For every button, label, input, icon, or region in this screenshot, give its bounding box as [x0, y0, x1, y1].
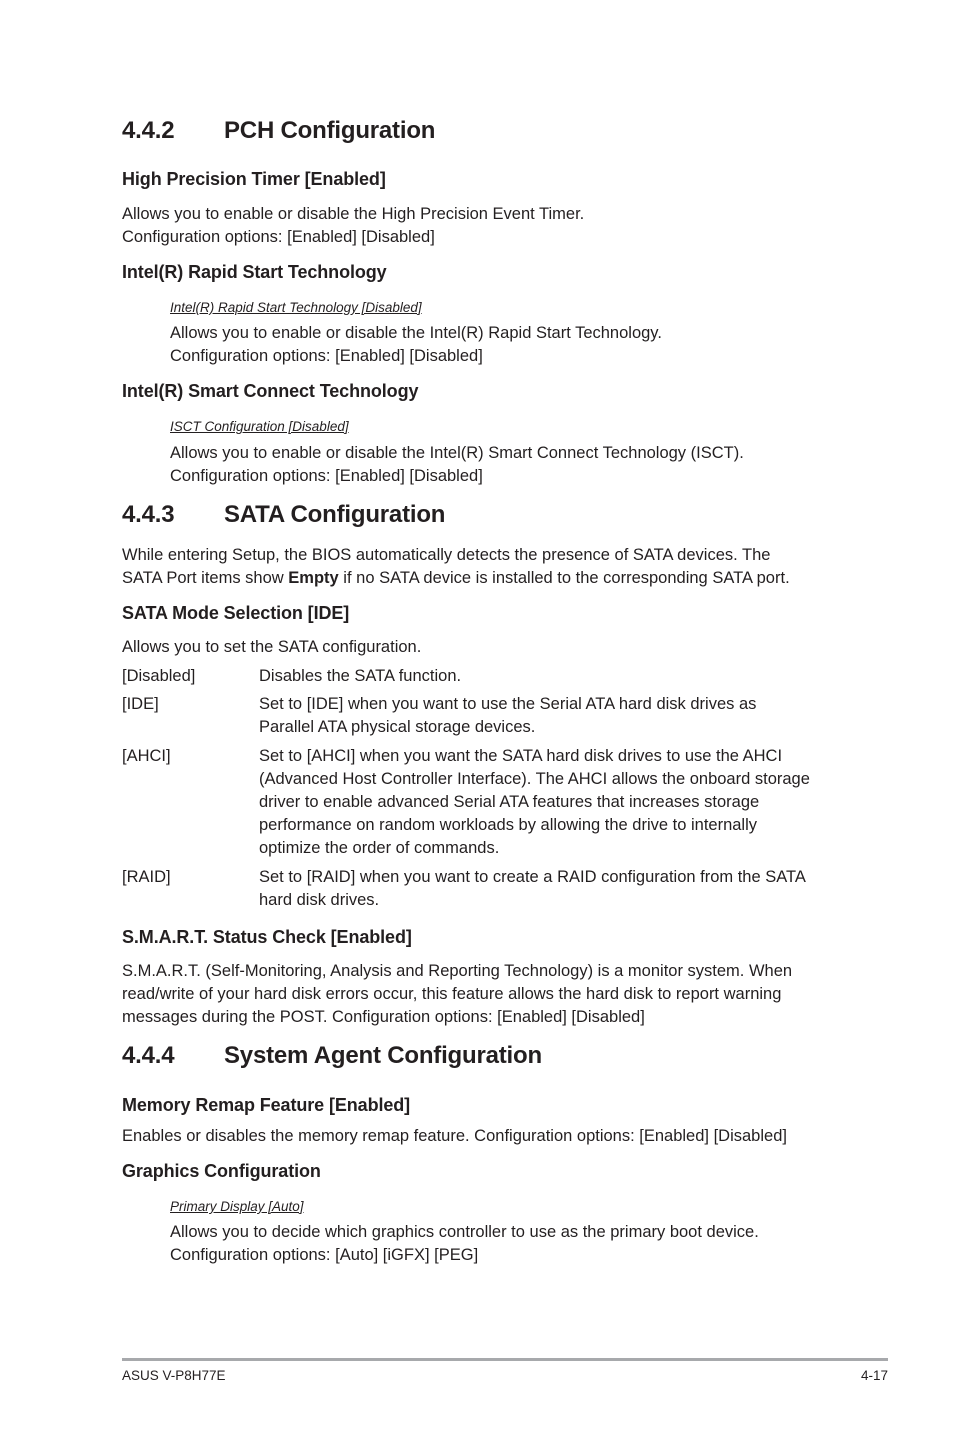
- smart-desc-line: messages during the POST. Configuration options: [Enabled] [Disabled]: [122, 1008, 645, 1026]
- footer-rule: [122, 1358, 888, 1361]
- sata-mode-heading: SATA Mode Selection [IDE]: [122, 603, 350, 623]
- option-desc-line: (Advanced Host Controller Interface). The AHCI allows the onboard storage: [259, 770, 810, 788]
- rst-heading: Intel(R) Rapid Start Technology: [122, 262, 387, 282]
- page-number: 4-17: [860, 1368, 888, 1383]
- option-desc-line: Disables the SATA function.: [259, 667, 462, 685]
- option-term: [Disabled]: [122, 667, 196, 685]
- option-desc-line: Set to [IDE] when you want to use the Serial ATA hard disk drives as: [259, 695, 757, 713]
- smart-desc-line: read/write of your hard disk errors occur, this feature allows the hard disk to report warning: [122, 985, 782, 1003]
- section-number: 4.4.4: [122, 1042, 175, 1069]
- mem-remap-desc: Enables or disables the memory remap feature. Configuration options: [Enabled] [Disabled]: [122, 1127, 787, 1145]
- option-desc-line: performance on random workloads by allowing the drive to internally: [259, 816, 758, 834]
- section-heading-442: [122, 117, 722, 147]
- section-number: 4.4.3: [122, 501, 175, 528]
- option-desc-line: Parallel ATA physical storage devices.: [259, 718, 536, 736]
- option-desc-line: Set to [RAID] when you want to create a RAID configuration from the SATA: [259, 868, 806, 886]
- option-desc-line: optimize the order of commands.: [259, 839, 500, 857]
- option-desc-line: Set to [AHCI] when you want the SATA hard disk drives to use the AHCI: [259, 747, 783, 765]
- option-desc-line: driver to enable advanced Serial ATA features that increases storage: [259, 793, 760, 811]
- hpt-heading: High Precision Timer [Enabled]: [122, 169, 386, 189]
- rst-options-line: Configuration options: [Enabled] [Disabled]: [170, 347, 483, 365]
- section-heading-444: [122, 1042, 722, 1072]
- sct-desc-line: Allows you to enable or disable the Intel(R) Smart Connect Technology (ISCT).: [170, 444, 744, 462]
- smart-desc-line: S.M.A.R.T. (Self-Monitoring, Analysis and Reporting Technology) is a monitor system. When: [122, 962, 793, 980]
- smart-heading: S.M.A.R.T. Status Check [Enabled]: [122, 927, 412, 947]
- intro-text: if no SATA device is installed to the corresponding SATA port.: [338, 569, 790, 587]
- intro-text: SATA Port items show: [122, 569, 289, 587]
- sata-intro-line: [122, 567, 790, 590]
- graphics-desc-line: Allows you to decide which graphics controller to use as the primary boot device.: [170, 1223, 759, 1241]
- section-title: System Agent Configuration: [224, 1042, 542, 1069]
- graphics-options-line: Configuration options: [Auto] [iGFX] [PEG]: [170, 1246, 479, 1264]
- section-number: 4.4.2: [122, 117, 175, 144]
- sct-options-line: Configuration options: [Enabled] [Disabled]: [170, 467, 483, 485]
- intro-emphasis: Empty: [288, 569, 339, 587]
- section-title: SATA Configuration: [224, 501, 446, 528]
- rst-desc-line: Allows you to enable or disable the Intel(R) Rapid Start Technology.: [170, 324, 662, 342]
- section-heading-443: [122, 501, 722, 531]
- option-desc-line: hard disk drives.: [259, 891, 380, 909]
- option-term: [AHCI]: [122, 747, 171, 765]
- sata-intro-line: While entering Setup, the BIOS automatically detects the presence of SATA devices. The: [122, 546, 771, 564]
- hpt-options-line: Configuration options: [Enabled] [Disabled]: [122, 228, 435, 246]
- graphics-subitem: Primary Display [Auto]: [170, 1199, 304, 1214]
- sct-subitem: ISCT Configuration [Disabled]: [170, 419, 349, 434]
- footer-model: ASUS V-P8H77E: [122, 1368, 226, 1383]
- sata-mode-desc: Allows you to set the SATA configuration.: [122, 638, 422, 656]
- mem-remap-heading: Memory Remap Feature [Enabled]: [122, 1095, 411, 1115]
- option-term: [RAID]: [122, 868, 171, 886]
- option-term: [IDE]: [122, 695, 159, 713]
- section-title: PCH Configuration: [224, 117, 436, 144]
- sct-heading: Intel(R) Smart Connect Technology: [122, 381, 419, 401]
- rst-subitem: Intel(R) Rapid Start Technology [Disabled]: [170, 300, 422, 315]
- hpt-desc-line: Allows you to enable or disable the High Precision Event Timer.: [122, 205, 585, 223]
- graphics-heading: Graphics Configuration: [122, 1161, 321, 1181]
